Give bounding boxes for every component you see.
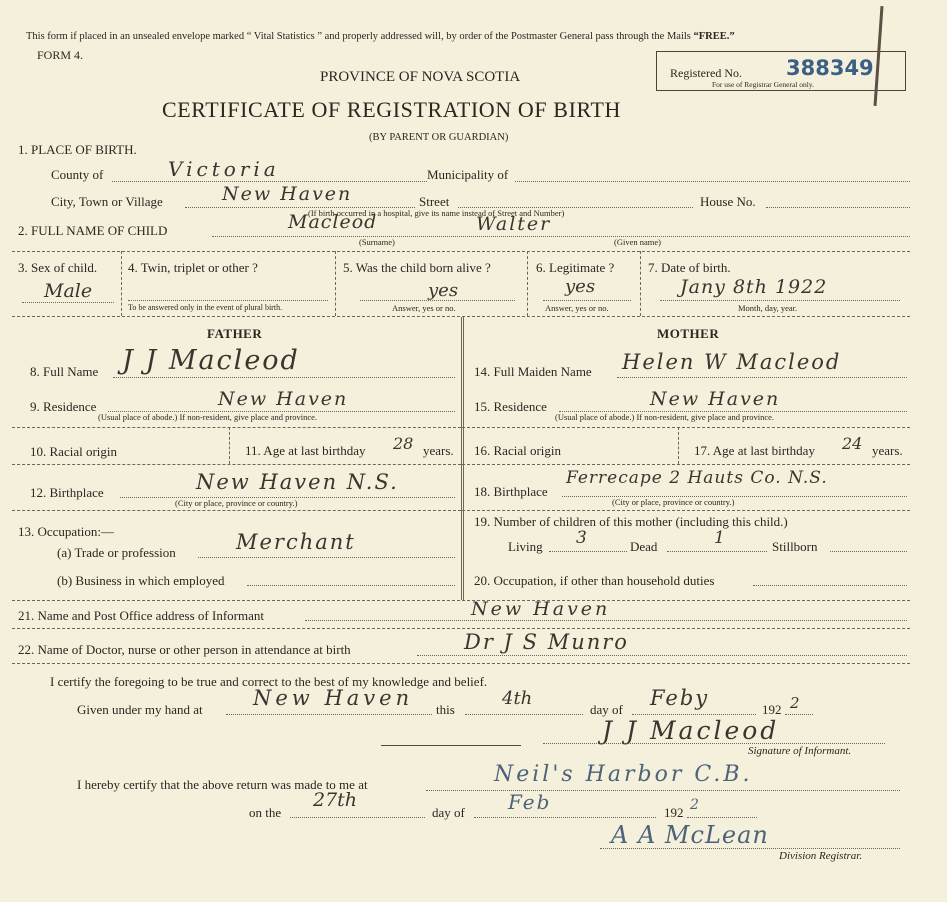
registration-number: 388349 [786,56,874,80]
registrar-month: Feb [508,790,552,814]
father-residence-label: 9. Residence [30,399,97,414]
twin-label: 4. Twin, triplet or other ? [128,260,258,275]
dead-label: Dead [630,539,658,554]
father-racial-label: 10. Racial origin [30,444,118,459]
living-label: Living [508,539,543,554]
mother-name-label: 14. Full Maiden Name [474,364,592,379]
house-label: House No. [700,194,756,209]
registrar-on-label: on the [249,805,282,820]
father-residence-note: (Usual place of abode.) If non-resident, give place and province. [98,412,318,422]
province-heading: PROVINCE OF NOVA SCOTIA [320,69,521,85]
father-name-value: J J Macleod [122,345,300,376]
sex-value: Male [44,280,93,302]
birth-date-note: Month, day, year. [738,303,798,313]
sex-label: 3. Sex of child. [18,260,98,275]
alive-label: 5. Was the child born alive ? [343,260,491,275]
father-name-label: 8. Full Name [30,364,99,379]
certificate-subtitle: (BY PARENT OR GUARDIAN) [369,132,509,143]
certify-dayof-label: day of [590,702,623,717]
twin-note: To be answered only in the event of plural birth. [128,303,283,312]
father-age-label: 11. Age at last birthday [245,443,366,458]
mother-age-unit: years. [872,443,903,458]
doctor-value: Dr J S Munro [464,630,629,654]
alive-note: Answer, yes or no. [392,303,456,313]
informant-signature-label: Signature of Informant. [748,745,852,757]
child-name-label: 2. FULL NAME OF CHILD [18,223,168,238]
legitimate-value: yes [565,276,596,297]
birth-date-value: Jany 8th 1922 [680,276,828,298]
children-count-label: 19. Number of children of this mother (including this child.) [474,514,788,529]
doctor-label: 22. Name of Doctor, nurse or other person in attendance at birth [18,642,351,657]
mother-birthplace-label: 18. Birthplace [474,484,548,499]
mother-age-value: 24 [842,434,863,453]
registrar-place: Neil's Harbor C.B. [494,762,753,787]
registered-label: Registered No. [670,66,742,80]
surname-note: (Surname) [359,237,395,247]
alive-value: yes [428,280,459,301]
certify-year-suffix: 2 [790,694,800,712]
child-given-name: Walter [476,213,552,235]
city-label: City, Town or Village [51,194,163,209]
informant-value: New Haven [471,598,611,620]
mother-residence-label: 15. Residence [474,399,547,414]
father-birthplace-value: New Haven N.S. [196,470,399,494]
father-occupation-label: 13. Occupation:— [18,524,115,539]
mother-birthplace-value: Ferrecape 2 Hauts Co. N.S. [566,468,828,488]
birth-date-label: 7. Date of birth. [648,260,731,275]
certify-day: 4th [502,688,533,709]
father-age-value: 28 [393,434,414,453]
city-value: New Haven [222,183,353,205]
registrar-year-prefix: 192 [664,805,684,820]
trade-value: Merchant [236,530,356,554]
form-number: FORM 4. [37,48,84,62]
child-surname: Macleod [288,211,378,233]
mother-occupation-label: 20. Occupation, if other than household duties [474,573,715,588]
business-label: (b) Business in which employed [57,573,225,588]
municipality-label: Municipality of [427,167,509,182]
registration-note: For use of Registrar General only. [712,80,814,89]
legitimate-note: Answer, yes or no. [545,303,609,313]
informant-label: 21. Name and Post Office address of Informant [18,608,264,623]
father-birthplace-label: 12. Birthplace [30,485,104,500]
mother-racial-label: 16. Racial origin [474,443,562,458]
dead-value: 1 [714,528,725,548]
father-heading: FATHER [207,326,263,341]
given-name-note: (Given name) [614,237,661,247]
street-label: Street [419,194,450,209]
county-label: County of [51,167,104,182]
certify-place: New Haven [253,686,414,710]
registrar-signature: A A McLean [611,821,769,849]
mother-residence-value: New Haven [650,388,781,410]
mail-notice: This form if placed in an unsealed envelope marked “ Vital Statistics ” and properly addressed will, by order of the Postmaster General pass through the Mails “FREE.” [26,31,735,42]
separator-line [381,745,521,746]
mother-birthplace-note: (City or place, province or country.) [612,497,735,507]
trade-label: (a) Trade or profession [57,545,176,560]
certify-statement: I certify the foregoing to be true and correct to the best of my knowledge and belief. [50,674,488,689]
registrar-label: Division Registrar. [779,850,863,862]
mother-heading: MOTHER [657,326,720,341]
father-residence-value: New Haven [218,388,349,410]
informant-signature: J J Macleod [602,716,780,745]
living-value: 3 [576,528,587,548]
certify-year-prefix: 192 [762,702,782,717]
stillborn-label: Stillborn [772,539,818,554]
given-under-label: Given under my hand at [77,702,203,717]
registrar-dayof-label: day of [432,805,465,820]
registrar-day: 27th [313,789,358,811]
mother-age-label: 17. Age at last birthday [694,443,815,458]
county-value: Victoria [168,157,280,181]
hospital-note: (If birth occurred in a hospital, give its name instead of Street and Number) [308,208,565,218]
registrar-statement: I hereby certify that the above return was made to me at [77,777,368,792]
certify-this-label: this [436,702,455,717]
certificate-title: CERTIFICATE OF REGISTRATION OF BIRTH [162,97,621,122]
father-birthplace-note: (City or place, province or country.) [175,498,298,508]
certify-month: Feby [650,686,710,710]
registrar-year-suffix: 2 [690,797,699,813]
mother-name-value: Helen W Macleod [622,350,842,374]
place-heading: 1. PLACE OF BIRTH. [18,142,137,157]
mother-residence-note: (Usual place of abode.) If non-resident, give place and province. [555,412,775,422]
legitimate-label: 6. Legitimate ? [536,260,615,275]
father-age-unit: years. [423,443,454,458]
